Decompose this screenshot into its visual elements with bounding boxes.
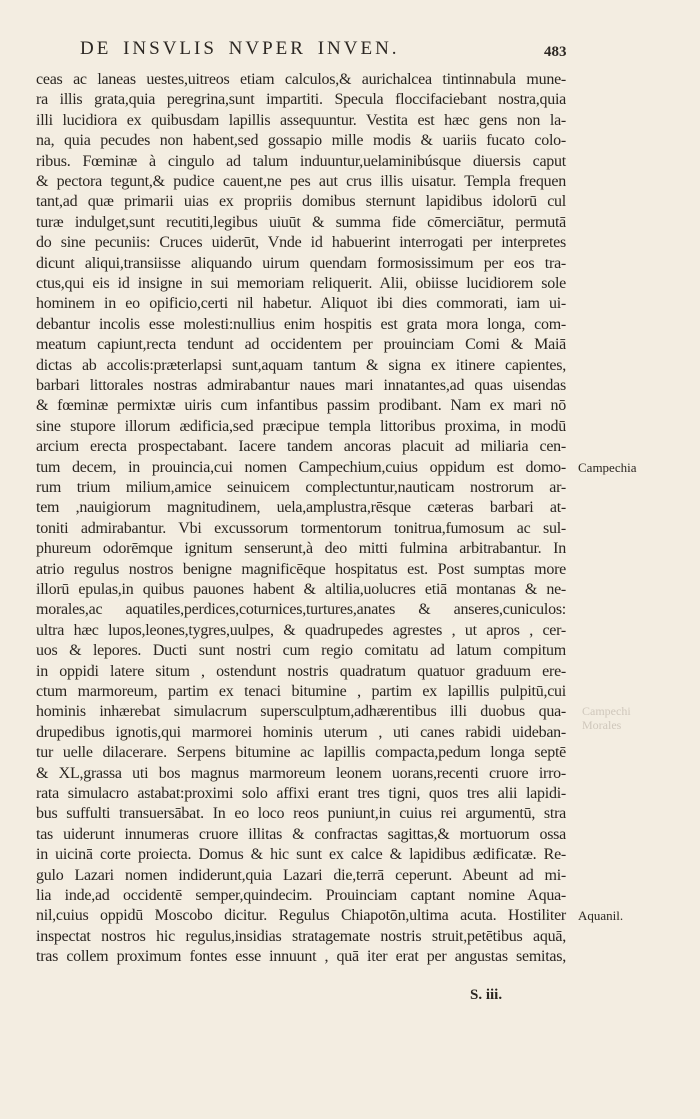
text-line: nil,cuius oppidū Moscobo dicitur. Regulus Chiapotōn,ultima acuta. Hostiliter xyxy=(36,907,566,925)
text-line: uos & lepores. Ducti sunt nostri cum regio comitatu ad latum compitum xyxy=(36,642,566,660)
text-line: debantur incolis esse molesti:nullius enim hospitis est grata mora longa, com- xyxy=(36,315,566,333)
text-line: ceas ac laneas uestes,uitreos etiam calculos,& aurichalcea tintinnabula mune- xyxy=(36,71,566,88)
text-line: barbari littorales nostras admirabantur naues mari innatantes,ad quas uisendas xyxy=(36,377,566,394)
text-line: in oppidi latere situm , ostendunt nostris quadratum quatuor graduum ere- xyxy=(36,662,566,680)
text-line: morales,ac aquatiles,perdices,coturnices,turtures,anates & anseres,cuniculos: xyxy=(36,601,566,619)
running-head: DE INSVLIS NVPER INVEN. xyxy=(80,38,400,59)
bleed-through-text: Campechi Morales xyxy=(582,704,631,732)
text-line: dicunt aliqui,transiisse aliquando uirum quendam formosissimum per eos tra- xyxy=(36,254,566,272)
text-line: tem ,nauigiorum magnitudinem, uela,amplustra,rēsque cæteras barbari at- xyxy=(36,499,566,517)
text-line: ultra hæc lupos,leones,tygres,uulpes, & quadrupedes agrestes , ut apros , cer- xyxy=(36,621,566,639)
text-line: sine stupore illorum ædificia,sed præcipue templa littoribus proxima, in modū xyxy=(36,417,566,435)
text-line: ra illis grata,quia peregrina,sunt impartiti. Specula floccifaciebant nostra,quia xyxy=(36,91,566,109)
text-line: & pectora tegunt,& pudice cauent,ne pes aut crus illis uisatur. Templa frequen xyxy=(36,173,566,190)
text-line: illi lucidiora ex quibusdam lapillis assequuntur. Vestita est hæc gens non la- xyxy=(36,111,566,129)
text-line: atrio regulus nostros benigne magnificēque hospitatus est. Post sumptas more xyxy=(36,560,566,578)
marginal-note: Aquanil. xyxy=(578,908,624,924)
text-line: tras collem proximum fontes esse innuunt , quā iter erat per angustas semitas, xyxy=(36,948,566,966)
text-line: turæ indulget,sunt recutiti,legibus uiuūt & summa fide cōmerciātur, permutā xyxy=(36,213,566,231)
text-line: rata simulacro astabat:proximi solo affixi erant tres tigni, quos tres alii lapidi- xyxy=(36,785,566,802)
text-line: & XL,grassa uti bos magnus marmoreum leonem uorans,recenti cruore irro- xyxy=(36,764,566,782)
text-line: in uicinā corte proiecta. Domus & hic sunt ex calce & lapidibus ædificatæ. Re- xyxy=(36,846,566,864)
text-line: & fœminæ permixtæ uiris cum infantibus passim prodibant. Nam ex mari nō xyxy=(36,397,566,415)
text-line: toniti admirabantur. Vbi excussorum tormentorum tonitrua,fumosum ac sul- xyxy=(36,519,566,537)
text-line: rum trium milium,amice seinuicem complectuntur,nauticam nostrorum ar- xyxy=(36,479,566,496)
text-line: hominis inhærebat simulacrum supersculptum,adhærentibus illi duobus qua- xyxy=(36,703,566,721)
marginal-note: Campechia xyxy=(578,459,637,475)
text-line: tur uelle dilacerare. Serpens bitumine ac lapillis compacta,pedum longa septē xyxy=(36,744,566,762)
text-line: ribus. Fœminæ à cingulo ad talum induuntur,uelaminibúsque diuersis caput xyxy=(36,152,566,170)
text-line: lia inde,ad occidentē semper,quindecim. Prouinciam captant nomine Aqua- xyxy=(36,887,566,904)
catchword: S. iii. xyxy=(470,987,503,1003)
text-line: tas uiderunt innumeras cruore illitas & confractas sagittas,& mortuorum ossa xyxy=(36,825,566,843)
text-line: ctus,qui eis id insigne in sui memoriam reliquerit. Alii, obiisse lucidiorem sole xyxy=(36,275,566,292)
text-line: phureum odorēmque ignitum senserunt,à deo mitti fulmina arbitrabantur. In xyxy=(36,540,566,558)
text-line: hominem in eo opificio,certi nil habetur. Aliquot ibi dies commorati, iam ui- xyxy=(36,295,566,313)
text-line: do sine pecuniis: Cruces uiderūt, Vnde id habuerint interrogati per interpretes xyxy=(36,234,566,252)
text-line: drupedibus ignotis,qui marmorei hominis uterum , uti canes rabidi uideban- xyxy=(36,723,566,741)
text-line: tum decem, in prouincia,cui nomen Campechium,cuius oppidum est domo- xyxy=(36,458,566,476)
text-line: tant,ad quæ primarii uias ex propriis domibus sternunt lapidibus idolorū cul xyxy=(36,193,566,211)
text-line: arcium erecta prospectabant. Iacere tandem ancoras placuit ad miliaria cen- xyxy=(36,438,566,456)
text-line: dictas ab accolis:præterlapsi sunt,aquam tantum & signa ex itinere capientes, xyxy=(36,356,566,374)
text-line: inspectat nostros hic regulus,insidias stratagemate nostris struit,petētibus aquā, xyxy=(36,927,566,945)
text-line: ctum marmoreum, partim ex tenaci bitumine , partim ex lapillis pulpitū,cui xyxy=(36,683,566,700)
text-line: illorū epulas,in quibus pauones habent & altilia,uolucres etiā montanas & ne- xyxy=(36,581,566,598)
page-number: 483 xyxy=(544,44,567,60)
text-line: bus suffulti transuersābat. In eo loco reos puniunt,in cuius rei argumentū, stra xyxy=(36,805,566,823)
text-line: gulo Lazari nomen indiderunt,quia Lazari die,terrā ceperunt. Abeunt ad mi- xyxy=(36,866,566,884)
text-line: meatum capiunt,recta tendunt ad occidentem per prouinciam Comi & Maiā xyxy=(36,336,566,354)
text-line: na, quia pecudes non habent,sed gossapio mille modis & uariis fucato colo- xyxy=(36,132,566,150)
